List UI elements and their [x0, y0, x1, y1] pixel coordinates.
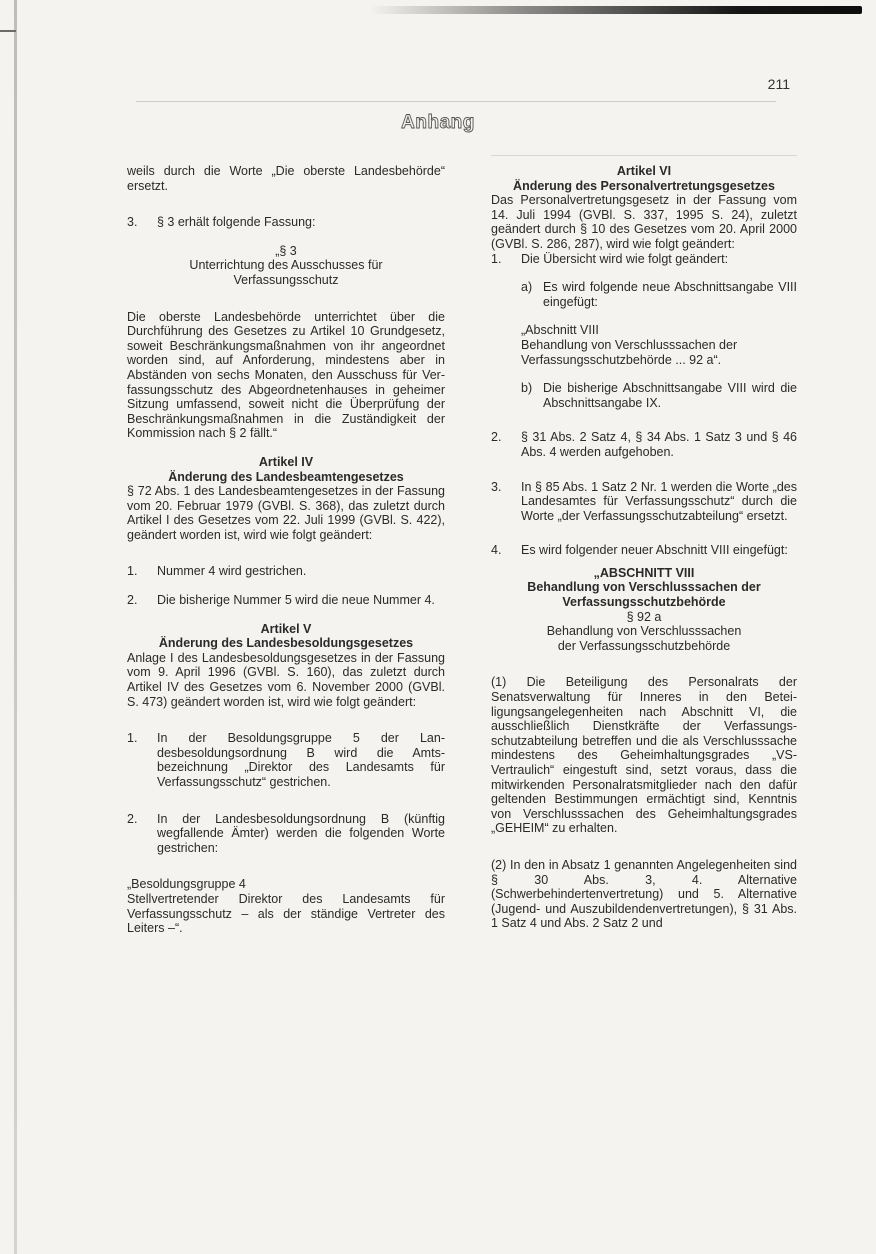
- list-item: [127, 564, 445, 579]
- header-rule: [136, 101, 776, 102]
- list-item-number: 3.: [491, 479, 502, 494]
- abschnitt-subheading: Behandlung von Verschlusssachen der Verfassungsschutzbehörde: [527, 580, 761, 610]
- article-4-subheading: Änderung des Landesbeamtengesetzes: [168, 469, 404, 484]
- section-3-body: Die oberste Landesbehörde unterrichtet über die Durchführung des Gesetzes zu Artikel 10 Grundgesetz, soweit Beschränkungsmaßnahmen von ihr angeordnet worden sind, auf Anforderung, mindestens aber in Abständen von sechs Monaten, den Ausschuss für Verfassungsschutz des Abgeordnetenhauses in geheimer Sitzung umfassend, soweit nicht die Überprüfung der Beschränkungsmaßnahmen in die Zuständigkeit der Kommission nach § 2 fällt.“: [127, 309, 445, 441]
- section-92a-paragraph-1: (1) Die Beteiligung des Personalrats der Senatsverwaltung für Inneres in den Beteiligungsangelegenheiten nach Abschnitt VI, die ausschließlich Dienstkräfte der Verfassungsschutzabteilung betreffen und die als Verschlusssache mindestens des Geheimhaltungsgrades „VS-Vertraulich“ eingestuft sind, setzt voraus, dass die mitwirkenden Personalratsmitglieder nach den dafür geltenden Bestimmungen ermächtigt sind, Kenntnis von Verschlusssachen des Geheimhaltungsgrades „GEHEIM“ zu erhalten.: [491, 675, 797, 836]
- quote-text: Behandlung von Verschlusssachen der Verfassungsschutzbehörde ... 92 a“.: [521, 337, 738, 367]
- list-item-text: § 31 Abs. 2 Satz 4, § 34 Abs. 1 Satz 3 und § 46 Abs. 4 werden aufgehoben.: [521, 430, 797, 459]
- list-item-text: § 3 erhält folgende Fassung:: [157, 215, 316, 230]
- sub-list-item: [521, 381, 797, 410]
- list-item: [127, 593, 445, 608]
- list-item-text: Nummer 4 wird gestrichen.: [157, 564, 307, 579]
- section-3-heading: „§ 3: [275, 243, 297, 258]
- list-item-text: In § 85 Abs. 1 Satz 2 Nr. 1 werden die Worte „des Landesamtes für Verfassungsschutz“ durch die Worte „der Verfassungsschutzabteilung“ ersetzt.: [521, 479, 797, 523]
- scan-top-shadow: [370, 6, 862, 14]
- abschnitt-heading: „ABSCHNITT VIII: [593, 565, 695, 580]
- list-item: [491, 543, 797, 558]
- list-item-text: In der Landesbesoldungsordnung B (künftig wegfallende Ämter) werden die folgenden Worte gestrichen:: [157, 811, 445, 855]
- list-item-number: 2.: [127, 593, 138, 608]
- list-item-number: 3.: [127, 215, 138, 230]
- section-3-title: Unterrichtung des Ausschusses für Verfassungsschutz: [189, 258, 383, 287]
- quote-line: „Abschnitt VIII: [521, 323, 599, 338]
- list-item-number: 1.: [127, 731, 138, 746]
- list-item: [491, 480, 797, 524]
- section-92a-title: Behandlung von Verschlusssachen der Verfassungsschutzbehörde: [546, 624, 742, 653]
- sub-list-item-text: Es wird folgende neue Abschnittsangabe VIII eingefügt:: [543, 280, 797, 309]
- list-item-number: 2.: [127, 811, 138, 826]
- list-item-text: Die bisherige Nummer 5 wird die neue Nummer 4.: [157, 593, 435, 608]
- article-5-subheading: Änderung des Landesbesoldungsgesetzes: [158, 636, 414, 651]
- sub-list-item-letter: b): [521, 381, 533, 396]
- sub-list-item-letter: a): [521, 280, 533, 295]
- sub-list-item: [521, 280, 797, 309]
- article-6-subheading: Änderung des Personalvertretungsgesetzes: [513, 178, 775, 193]
- section-92a-paragraph-2: (2) In den in Absatz 1 genannten Angelegenheiten sind § 30 Abs. 3, 4. Alternative (Schwerbehindertenvertretung) und 5. Alternative (Jugend- und Auszubildendenvertretungen), § 31 Abs. 1 Satz 4 und Abs. 2 Satz 2 und: [491, 857, 797, 931]
- left-intro-paragraph: weils durch die Worte „Die oberste Landesbehörde“ ersetzt.: [127, 164, 445, 193]
- list-item-number: 4.: [491, 543, 502, 558]
- article-5-body: Anlage I des Landesbesoldungsgesetzes in der Fassung vom 9. April 1996 (GVBl. S. 160), das zuletzt durch Artikel IV des Gesetzes vom 6. November 2000 (GVBl. S. 473) geändert worden ist, wird wie folgt geändert:: [127, 650, 445, 709]
- list-item-text: Es wird folgender neuer Abschnitt VIII eingefügt:: [521, 543, 788, 558]
- list-item-number: 2.: [491, 430, 502, 445]
- list-item: [127, 731, 445, 789]
- page-number: 211: [767, 76, 790, 92]
- article-5-heading: Artikel V: [260, 621, 312, 636]
- scan-left-tick: [0, 30, 16, 32]
- list-item-number: 1.: [127, 564, 138, 579]
- list-item-text: In der Besoldungsgruppe 5 der Landesbesoldungsordnung B wird die Amtsbezeichnung „Direktor des Landesamts für Verfassungsschutz“ gestrichen.: [157, 731, 445, 789]
- quote-text: Stellvertretender Direktor des Landesamts für Verfassungsschutz – als der ständige Vertreter des Leiters –“.: [127, 891, 445, 936]
- article-4-heading: Artikel IV: [258, 454, 314, 469]
- list-item: [491, 252, 797, 267]
- quote-line: „Besoldungsgruppe 4: [127, 877, 246, 892]
- list-item: [127, 215, 445, 230]
- quote-block: [521, 323, 797, 367]
- running-head: Anhang: [401, 112, 475, 133]
- sub-list-item-text: Die bisherige Abschnittsangabe VIII wird die Abschnittsangabe IX.: [543, 381, 797, 410]
- list-item: [491, 430, 797, 459]
- scan-left-edge: [14, 0, 17, 1254]
- list-item-text: Die Übersicht wird wie folgt geändert:: [521, 251, 729, 266]
- article-4-body: § 72 Abs. 1 des Landesbeamtengesetzes in der Fassung vom 20. Februar 1979 (GVBl. S. 368), das zuletzt durch Artikel I des Gesetzes vom 22. Juli 1999 (GVBl. S. 422), geändert worden ist, wird wie folgt geändert:: [127, 484, 445, 542]
- list-item: [127, 812, 445, 856]
- right-column: [491, 164, 797, 931]
- list-item-number: 1.: [491, 251, 502, 266]
- article-6-body: Das Personalvertretungsgesetz in der Fassung vom 14. Juli 1994 (GVBl. S. 337, 1995 S. 24), zuletzt geändert durch § 10 des Gesetzes vom 20. April 2000 (GVBl. S. 286, 287), wird wie folgt geändert:: [491, 193, 797, 251]
- right-column-rule: [491, 155, 797, 156]
- section-92a-heading: § 92 a: [626, 609, 662, 624]
- article-6-heading: Artikel VI: [616, 164, 672, 178]
- left-column: [127, 164, 445, 936]
